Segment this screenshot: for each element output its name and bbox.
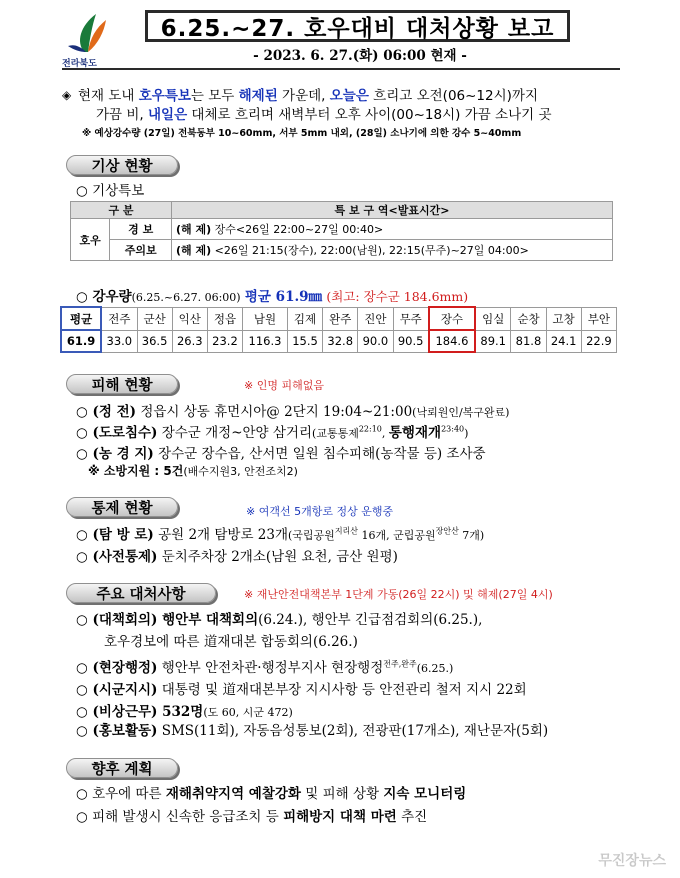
rain-header-region: 순창 [511,307,546,330]
section-damage: 피해 현황 [66,374,178,394]
org-name: 전라북도 [62,59,97,69]
rain-header-region: 완주 [323,307,358,330]
rain-value: 33.0 [101,330,137,352]
response-line-order: ○ (시군지시) 대통령 및 道재대본부장 지시사항 등 안전관리 철저 지시 22회 [76,682,527,698]
rain-value: 24.1 [546,330,581,352]
rain-header-region: 군산 [137,307,172,330]
response-line-meeting: ○ (대책회의) 행안부 대책회의(6.24.), 행안부 긴급점검회의(6.25.), [76,612,483,628]
rain-value: 116.3 [243,330,288,352]
response-line-duty: ○ (비상근무) 532명(도 60, 시군 472) [76,704,293,720]
alert-detail: (해 제) 장수<26일 22:00~27일 00:40> [172,219,613,240]
rain-header-region: 남원 [243,307,288,330]
alert-heading: ○ 기상특보 [76,183,145,199]
rain-value: 23.2 [207,330,242,352]
rain-value: 81.8 [511,330,546,352]
response-line-pr: ○ (홍보활동) SMS(11회), 자동음성통보(2회), 전광판(17개소), 재난문자(5회) [76,723,549,739]
rain-value: 26.3 [172,330,207,352]
header-divider [62,68,620,70]
plan-line-1: ○ 호우에 따른 재해취약지역 예찰강화 및 피해 상황 지속 모니터링 [76,786,467,802]
damage-line-farmland: ○ (농 경 지) 장수군 장수읍, 산서면 일원 침수피해(농작물 등) 조사중 [76,446,486,462]
rain-header-region: 진안 [358,307,393,330]
plan-line-2: ○ 피해 발생시 신속한 응급조치 등 피해방지 대책 마련 추진 [76,809,428,825]
rain-value: 32.8 [323,330,358,352]
rain-value: 90.5 [393,330,429,352]
forecast-note: ※ 예상강수량 (27일) 전북동부 10~60mm, 서부 5mm 내외, (28일) 소나기에 의한 강수 5~40mm [82,128,522,139]
diamond-bullet-icon: ◈ [62,88,72,102]
rain-header-region: 장수 [429,307,475,330]
rain-header-region: 김제 [287,307,322,330]
rain-value: 15.5 [287,330,322,352]
control-line-preemptive: ○ (사전통제) 둔치주차장 2개소(남원 요천, 금산 원평) [76,549,398,565]
damage-line-fire: ※ 소방지원 : 5건(배수지원3, 안전조치2) [88,464,298,478]
rain-header-region: 무주 [393,307,429,330]
alert-detail: (해 제) <26일 21:15(장수), 22:00(남원), 22:15(무주)~27일 04:00> [172,240,613,261]
damage-line-power: ○ (정 전) 정읍시 상동 휴먼시아@ 2단지 19:04~21:00(낙뢰원인/복구완료) [76,404,510,420]
control-note: ※ 여객선 5개항로 정상 운행중 [246,505,394,518]
rain-value: 36.5 [137,330,172,352]
alert-category: 호우 [71,219,110,261]
response-line-meeting-2: 호우경보에 따른 道재대본 합동회의(6.26.) [104,634,358,650]
section-plan: 향후 계획 [66,758,178,778]
damage-line-road: ○ (도로침수) 장수군 개정~안양 삼거리(교통통제$^{22:10}$, 통행재개$^{23:40}$) [76,424,469,441]
alert-level: 주의보 [110,240,172,261]
response-note: ※ 재난안전대책본부 1단계 가동(26일 22시) 및 해제(27일 4시) [244,588,553,601]
rainfall-average: 평균 61.9㎜ [244,289,323,305]
summary-line-2: 가끔 비, 내일은 대체로 흐리며 새벽부터 오후 사이(00~18시) 가끔 소나기 곳 [96,107,552,123]
response-line-field: ○ (현장행정) 행안부 안전차관·행정부지사 현장행정$^{전주,완주}$(6.25.) [76,659,454,676]
control-line-trail: ○ (탐 방 로) 공원 2개 탐방로 23개(국립공원$^{지리산}$ 16개, 군립공원$^{장안산}$ 7개) [76,526,485,543]
rain-value: 184.6 [429,330,475,352]
report-date: - 2023. 6. 27.(화) 06:00 현재 - [253,48,467,64]
rain-header-region: 임실 [475,307,511,330]
summary-line-1: 현재 도내 호우특보는 모두 해제된 가운데, 오늘은 흐리고 오전(06~12시)까지 [78,88,539,104]
section-response: 주요 대처사항 [66,583,216,603]
watermark: 무진장뉴스 [598,853,666,869]
rain-value-average: 61.9 [61,330,101,352]
rain-value: 22.9 [581,330,616,352]
rainfall-heading: ○ 강우량(6.25.~6.27. 06:00) 평균 61.9㎜ (최고: 장수군 184.6mm) [76,289,469,305]
rain-header-region: 전주 [101,307,137,330]
table-header-category: 구 분 [71,202,172,219]
rain-header-region: 부안 [581,307,616,330]
rain-header-region: 고창 [546,307,581,330]
section-weather: 기상 현황 [66,155,178,175]
page-title: 6.25.~27. 호우대비 대처상황 보고 [145,10,570,42]
section-control: 통제 현황 [66,497,178,517]
rain-value: 90.0 [358,330,393,352]
rain-header-average: 평균 [61,307,101,330]
rain-header-region: 정읍 [207,307,242,330]
rain-value: 89.1 [475,330,511,352]
rain-header-region: 익산 [172,307,207,330]
rainfall-table [60,306,617,353]
rainfall-max: (최고: 장수군 184.6mm) [326,289,469,304]
alert-level: 경 보 [110,219,172,240]
table-header-region: 특 보 구 역<발표시간> [172,202,613,219]
damage-note: ※ 인명 피해없음 [244,379,324,392]
alert-table [70,201,613,261]
